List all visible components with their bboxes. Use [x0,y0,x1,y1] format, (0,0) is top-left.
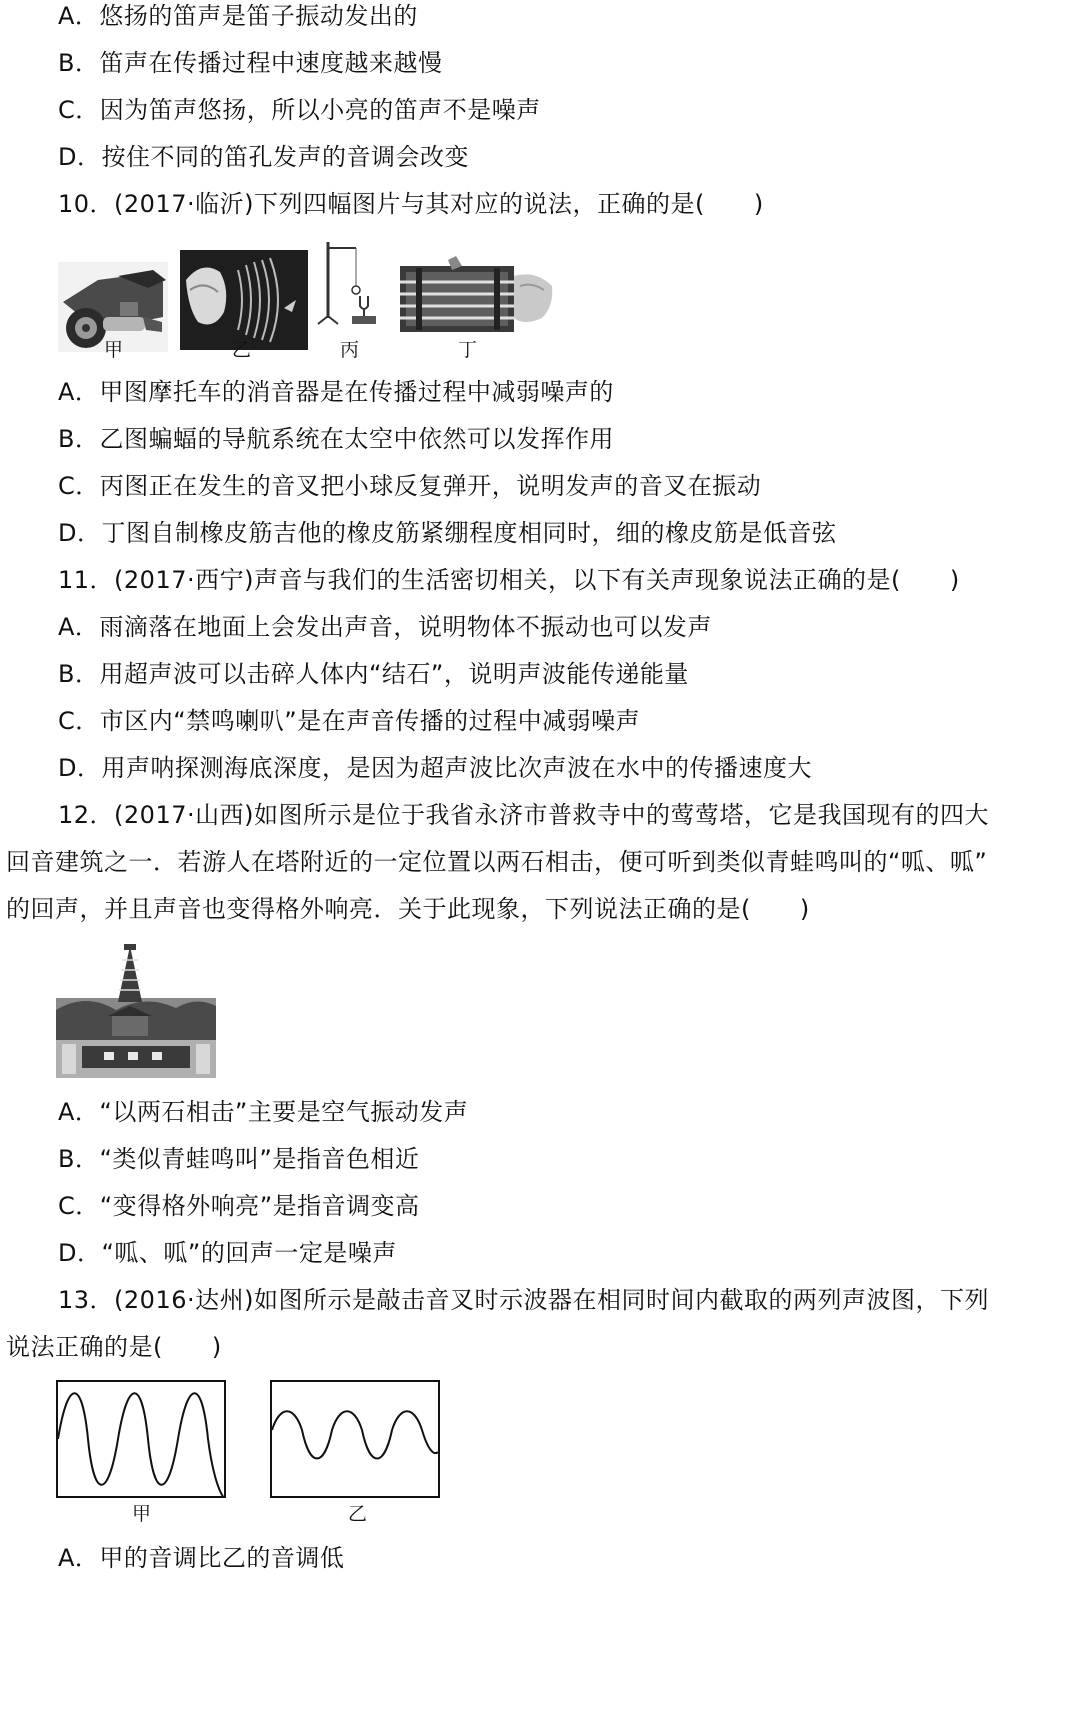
waveform-jia [56,1380,226,1498]
q9-option-c: C．因为笛声悠扬，所以小亮的笛声不是噪声 [58,96,541,124]
waveform-yi [270,1380,440,1498]
tuning-fork-ball-photo [316,238,380,330]
q10-option-b: B．乙图蝙蝠的导航系统在太空中依然可以发挥作用 [58,425,614,453]
q13-stem-line1: 13．(2016·达州)如图所示是敲击音叉时示波器在相同时间内截取的两列声波图，下列 [58,1286,989,1314]
q11-stem: 11．(2017·西宁)声音与我们的生活密切相关，以下有关声现象说法正确的是( ) [58,566,960,594]
q10-caption-bing: 丙 [340,339,360,361]
q10-stem: 10．(2017·临沂)下列四幅图片与其对应的说法，正确的是( ) [58,190,764,218]
yingying-pagoda-photo [56,940,216,1078]
q12-option-d: D．“呱、呱”的回声一定是噪声 [58,1239,397,1267]
q10-caption-yi: 乙 [232,339,252,361]
q10-caption-ding: 丁 [458,339,478,361]
q10-option-a: A．甲图摩托车的消音器是在传播过程中减弱噪声的 [58,378,614,406]
q10-option-c: C．丙图正在发生的音叉把小球反复弹开，说明发声的音叉在振动 [58,472,762,500]
q9-option-b: B．笛声在传播过程中速度越来越慢 [58,49,443,77]
q13-stem-line2: 说法正确的是( ) [6,1333,222,1361]
q12-stem-line2: 回音建筑之一．若游人在塔附近的一定位置以两石相击，便可听到类似青蛙鸣叫的“呱、呱” [6,848,988,876]
q12-option-c: C．“变得格外响亮”是指音调变高 [58,1192,420,1220]
q9-option-a: A．悠扬的笛声是笛子振动发出的 [58,2,418,30]
bat-sound-wave-photo [180,250,308,350]
q10-option-d: D．丁图自制橡皮筋吉他的橡皮筋紧绷程度相同时，细的橡皮筋是低音弦 [58,519,837,547]
q13-caption-yi: 乙 [348,1503,368,1525]
q12-stem-line1: 12．(2017·山西)如图所示是位于我省永济市普救寺中的莺莺塔，它是我国现有的四大 [58,801,989,829]
q10-caption-jia: 甲 [104,339,124,361]
q11-option-d: D．用声呐探测海底深度，是因为超声波比次声波在水中的传播速度大 [58,754,812,782]
q11-option-a: A．雨滴落在地面上会发出声音，说明物体不振动也可以发声 [58,613,712,641]
q12-option-a: A．“以两石相击”主要是空气振动发声 [58,1098,469,1126]
q13-caption-jia: 甲 [132,1503,152,1525]
q11-option-b: B．用超声波可以击碎人体内“结石”，说明声波能传递能量 [58,660,689,688]
q11-option-c: C．市区内“禁鸣喇叭”是在声音传播的过程中减弱噪声 [58,707,641,735]
q13-option-a: A．甲的音调比乙的音调低 [58,1544,345,1572]
rubber-band-guitar-photo [396,256,556,336]
q12-stem-line3: 的回声，并且声音也变得格外响亮．关于此现象，下列说法正确的是( ) [6,895,810,923]
q12-option-b: B．“类似青蛙鸣叫”是指音色相近 [58,1145,420,1173]
q9-option-d: D．按住不同的笛孔发声的音调会改变 [58,143,469,171]
